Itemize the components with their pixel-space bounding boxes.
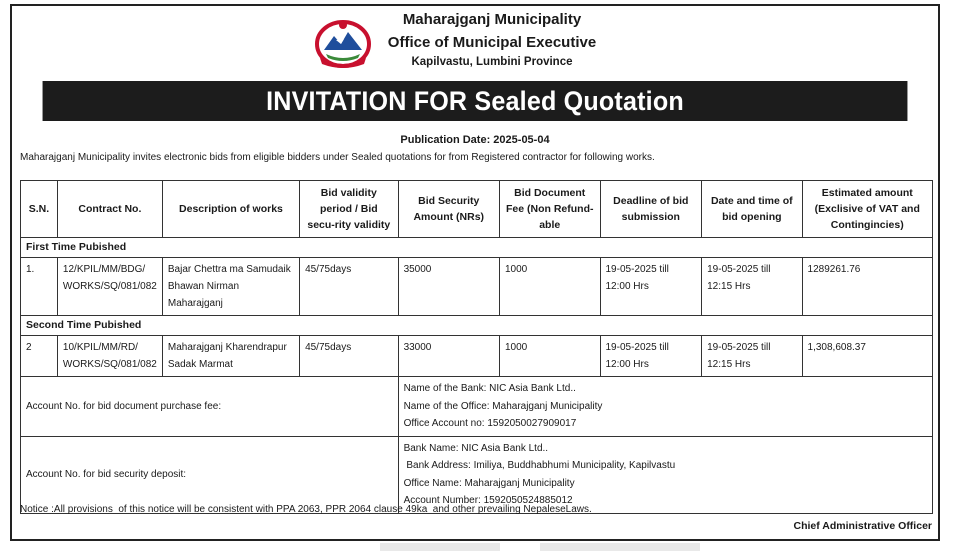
section-heading: Second Time Pubished xyxy=(21,316,933,336)
notice-banner-title: INVITATION FOR Sealed Quotation xyxy=(43,81,908,121)
cell-line: 12:00 Hrs xyxy=(605,281,649,292)
account-row xyxy=(21,436,933,513)
page-edge-strip xyxy=(540,543,700,551)
cell-line: 10/KPIL/MM/RD/ xyxy=(62,342,138,353)
cell-security: 33000 xyxy=(398,336,499,377)
cell-sn: 2 xyxy=(21,336,58,377)
page-edge-strip xyxy=(380,543,500,551)
bids-table xyxy=(20,180,933,514)
cell-line: 19-05-2025 till xyxy=(605,264,669,275)
header xyxy=(12,6,938,80)
cell-line: Bajar Chettra ma Samudaik xyxy=(167,264,291,275)
cell-estimate: 1289261.76 xyxy=(802,258,932,316)
table-row xyxy=(21,258,933,316)
col-description: Description of works xyxy=(162,181,299,238)
cell-line: 19-05-2025 till xyxy=(605,342,669,353)
account-line: Office Account no: 1592050027909017 xyxy=(403,418,577,429)
col-sn: S.N. xyxy=(21,181,58,238)
section-heading-row xyxy=(21,316,933,336)
account-details xyxy=(398,377,932,437)
cell-validity: 45/75days xyxy=(300,258,399,316)
signature-title: Chief Administrative Officer xyxy=(793,520,932,532)
col-deadline: Deadline of bid submission xyxy=(600,181,702,238)
col-bid-security: Bid Security Amount (NRs) xyxy=(398,181,499,238)
account-details xyxy=(398,436,932,513)
col-estimate: Estimated amount (Exclisive of VAT and Contingincies) xyxy=(802,181,932,238)
cell-fee: 1000 xyxy=(499,258,600,316)
notice-text: Notice :All provisions of this notice will be consistent with PPA 2063, PPR 2064 clause 49ka and other prevailing NepaleseLaws. xyxy=(20,504,592,515)
intro-text: Maharajganj Municipality invites electronic bids from eligible bidders under Sealed quotations for from Registered contractor for following works. xyxy=(20,152,655,163)
cell-line: WORKS/SQ/081/082 xyxy=(62,359,157,370)
cell-estimate: 1,308,608.37 xyxy=(802,336,932,377)
col-contract-no: Contract No. xyxy=(57,181,162,238)
cell-line: 12:00 Hrs xyxy=(605,359,649,370)
cell-validity: 45/75days xyxy=(300,336,399,377)
account-line: Account Number: 1592050524885012 xyxy=(403,495,573,506)
publication-date: Publication Date: 2025-05-04 xyxy=(400,134,550,146)
cell-line: 19-05-2025 till xyxy=(707,342,771,353)
cell-desc xyxy=(162,336,299,377)
cell-line: 12:15 Hrs xyxy=(707,281,751,292)
office-location: Kapilvastu, Lumbini Province xyxy=(411,56,573,68)
cell-contract xyxy=(57,336,162,377)
section-heading: First Time Pubished xyxy=(21,238,933,258)
cell-line: 12:15 Hrs xyxy=(707,359,751,370)
table-row xyxy=(21,336,933,377)
cell-line: 12/KPIL/MM/BDG/ xyxy=(62,264,146,275)
cell-opening xyxy=(702,336,802,377)
notice-frame xyxy=(10,4,940,541)
account-line: Bank Name: NIC Asia Bank Ltd.. xyxy=(403,442,549,454)
account-line: Office Name: Maharajganj Municipality xyxy=(403,477,575,489)
cell-line: 19-05-2025 till xyxy=(707,264,771,275)
cell-line: WORKS/SQ/081/082 xyxy=(62,281,157,292)
cell-desc xyxy=(162,258,299,316)
cell-opening xyxy=(702,258,802,316)
account-label: Account No. for bid security deposit: xyxy=(21,436,399,513)
cell-deadline xyxy=(600,336,702,377)
account-label: Account No. for bid document purchase fee: xyxy=(21,377,399,437)
col-opening: Date and time of bid opening xyxy=(702,181,802,238)
col-bid-doc-fee: Bid Document Fee (Non Refund-able xyxy=(499,181,600,238)
cell-line: Bhawan Nirman Maharajganj xyxy=(167,281,240,309)
office-name: Office of Municipal Executive xyxy=(387,34,597,51)
account-line: Name of the Office: Maharajganj Municipality xyxy=(403,400,603,412)
cell-line: Sadak Marmat xyxy=(167,359,233,370)
section-heading-row xyxy=(21,238,933,258)
cell-contract xyxy=(57,258,162,316)
cell-deadline xyxy=(600,258,702,316)
cell-sn: 1. xyxy=(21,258,58,316)
cell-fee: 1000 xyxy=(499,336,600,377)
table-header-row xyxy=(21,181,933,238)
col-bid-validity: Bid validity period / Bid secu-rity validity xyxy=(300,181,399,238)
account-row xyxy=(21,377,933,437)
account-line: Bank Address: Imiliya, Buddhabhumi Municipality, Kapilvastu xyxy=(403,460,676,471)
cell-line: Maharajganj Kharendrapur xyxy=(167,342,287,353)
account-line: Name of the Bank: NIC Asia Bank Ltd.. xyxy=(403,383,576,394)
municipality-name: Maharajganj Municipality xyxy=(402,11,582,28)
cell-security: 35000 xyxy=(398,258,499,316)
